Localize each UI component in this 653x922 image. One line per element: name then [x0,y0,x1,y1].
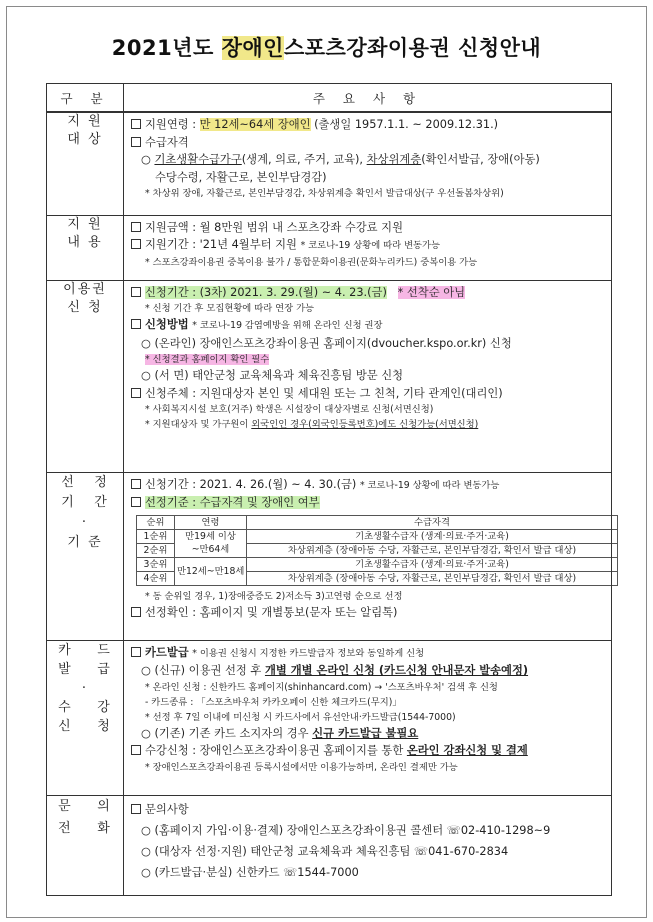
card-new-note2: - 카드종류 : 「스포츠바우처 카카오페이 신한 체크카드(무지)」 [145,696,402,708]
checkbox-icon [131,497,141,507]
support-amount: 지원금액 : 월 8만원 범위 내 스포츠강좌 수강료 지원 [131,219,605,237]
header-category: 구 분 [47,84,124,113]
card-course: 수강신청 : 장애인스포츠강좌이용권 홈페이지를 통한 온라인 강좌신청 및 결제 [131,742,605,760]
target-qual-line2: 수당수령, 자활근로, 본인부담경감) [155,170,327,184]
contact-line3: ○ (카드발급·분실) 신한카드 ☏1544-7000 [141,865,359,879]
target-qual-line1: ○ 기초생활수급가구(생계, 의료, 주거, 교육), 차상위계층(확인서발급, 장애(아동) [141,153,540,166]
checkbox-icon [131,119,141,129]
priority-table [136,515,618,586]
card-new: ○ (신규) 이용권 선정 후 개별 개별 온라인 신청 (카드신청 안내문자 발송예정) [141,664,529,677]
title-year: 2021년도 [111,36,222,60]
title-highlight: 장애인 [221,36,284,60]
selection-details [124,472,612,640]
row-contact [47,795,612,895]
card-new-note1: * 온라인 신청 : 신한카드 홈페이지(shinhancard.com) → '스포츠바우처' 검색 후 신청 [145,681,498,693]
title-rest: 스포츠강좌이용권 신청안내 [283,36,542,60]
checkbox-icon [131,239,141,249]
card-existing: ○ (기존) 기존 카드 소지자의 경우 신규 카드발급 불필요 [141,726,419,740]
card-course-note: * 장애인스포츠강좌이용권 등록시설에서만 이용가능하며, 온라인 결제만 가능 [145,761,458,773]
selection-period: 신청기간 : 2021. 4. 26.(월) ~ 4. 30.(금) * 코로나-19 상황에 따라 변동가능 [131,476,605,495]
priority-row: 3순위 만12세~만18세 기초생활수급자 (생계·의료·주거·교육) [137,557,618,571]
priority-header: 순위 연령 수급자격 [137,515,618,529]
apply-online: ○ (온라인) 장애인스포츠강좌이용권 홈페이지(dvoucher.kspo.or.kr) 신청 [141,336,512,350]
row-support [47,215,612,280]
card-issue: 카드발급 * 이용권 신청시 지정한 카드발급자 정보와 동일하게 신청 [131,644,605,663]
row-target [47,112,612,215]
contact-line1: ○ (홈페이지 가입·이용·결제) 장애인스포츠강좌이용권 콜센터 ☏02-410-1298~9 [141,823,551,837]
checkbox-icon [131,222,141,232]
support-note: * 스포츠강좌이용권 중복이용 불가 / 통합문화이용권(문화누리카드) 중복이용 가능 [145,256,478,268]
selection-confirm: 선정확인 : 홈페이지 및 개별통보(문자 또는 알림톡) [131,604,605,622]
row-apply [47,280,612,472]
selection-criteria: 선정기준 : 수급자격 및 장애인 여부 [131,494,605,512]
checkbox-icon [131,745,141,755]
apply-subject-note2: * 지원대상자 및 가구원이 외국인인 경우(외국인등록번호)에도 신청가능(서면신청) [145,419,479,430]
apply-online-note: * 신청결과 홈페이지 확인 필수 [145,354,270,365]
checkbox-icon [131,647,141,657]
support-period: 지원기간 : '21년 4월부터 지원 * 코로나-19 상황에 따라 변동가능 [131,236,605,255]
checkbox-icon [131,319,141,329]
checkbox-icon [131,479,141,489]
row-card [47,640,612,795]
apply-period-sub: * 신청 기간 후 모집현황에 따라 연장 가능 [145,303,315,314]
contact-line2: ○ (대상자 선정·지원) 태안군청 교육체육과 체육진흥팀 ☏041-670-2834 [141,844,509,858]
target-age: 지원연령 : 만 12세~64세 장애인 (출생일 1957.1.1. ~ 2009.12.31.) [131,116,605,134]
apply-period: 신청기간 : (3차) 2021. 3. 29.(월) ~ 4. 23.(금) * 선착순 아님 [131,284,605,302]
info-table [46,83,612,896]
apply-subject-note1: * 사회복지시설 보호(거주) 학생은 시설장이 대상자별로 신청(서면신청) [145,404,434,415]
contact-title: 문의사항 [131,799,605,820]
target-qual-title: 수급자격 [131,134,605,152]
category-selection: 선 정 기 간 · 기 준 [47,472,124,640]
selection-tie-note: * 동 순위일 경우, 1)장애중증도 2)저소득 3)고연령 순으로 선정 [145,590,403,602]
checkbox-icon [131,137,141,147]
priority-row: 1순위 만19세 이상 ~만64세 기초생활수급자 (생계·의료·주거·교육) [137,529,618,543]
header-details: 주 요 사 항 [124,84,612,113]
priority-row: 4순위 차상위계층 (장애아동 수당, 자활근로, 본인부담경감, 확인서 발급 대상) [137,571,618,585]
checkbox-icon [131,388,141,398]
checkbox-icon [131,804,141,814]
support-details [124,215,612,280]
apply-details [124,280,612,472]
apply-offline: ○ (서 면) 태안군청 교육체육과 체육진흥팀 방문 신청 [141,369,404,382]
contact-details [124,795,612,895]
table-header-row [47,84,612,113]
row-selection [47,472,612,640]
target-details [124,112,612,215]
priority-row: 2순위 차상위계층 (장애아동 수당, 자활근로, 본인부담경감, 확인서 발급 대상) [137,543,618,557]
category-contact: 문 의 전 화 [47,795,124,895]
category-target: 지 원 대 상 [47,112,124,215]
apply-method: 신청방법 * 코로나-19 감염예방을 위해 온라인 신청 권장 [131,316,605,335]
checkbox-icon [131,287,141,297]
category-apply: 이용권 신 청 [47,280,124,472]
target-note: * 차상위 장애, 자활근로, 본인부담경감, 차상위계층 확인서 발급대상(구 우선돌봄차상위) [145,188,504,199]
card-details [124,640,612,795]
category-support: 지 원 내 용 [47,215,124,280]
page-title [0,32,653,62]
card-new-note3: * 선정 후 7일 이내에 미신청 시 카드사에서 유선안내·카드발급(1544-7000) [145,711,456,723]
category-card: 카 드 발 급 · 수 강 신 청 [47,640,124,795]
checkbox-icon [131,607,141,617]
apply-subject: 신청주체 : 지원대상자 본인 및 세대원 또는 그 친척, 기타 관계인(대리인) [131,385,605,403]
